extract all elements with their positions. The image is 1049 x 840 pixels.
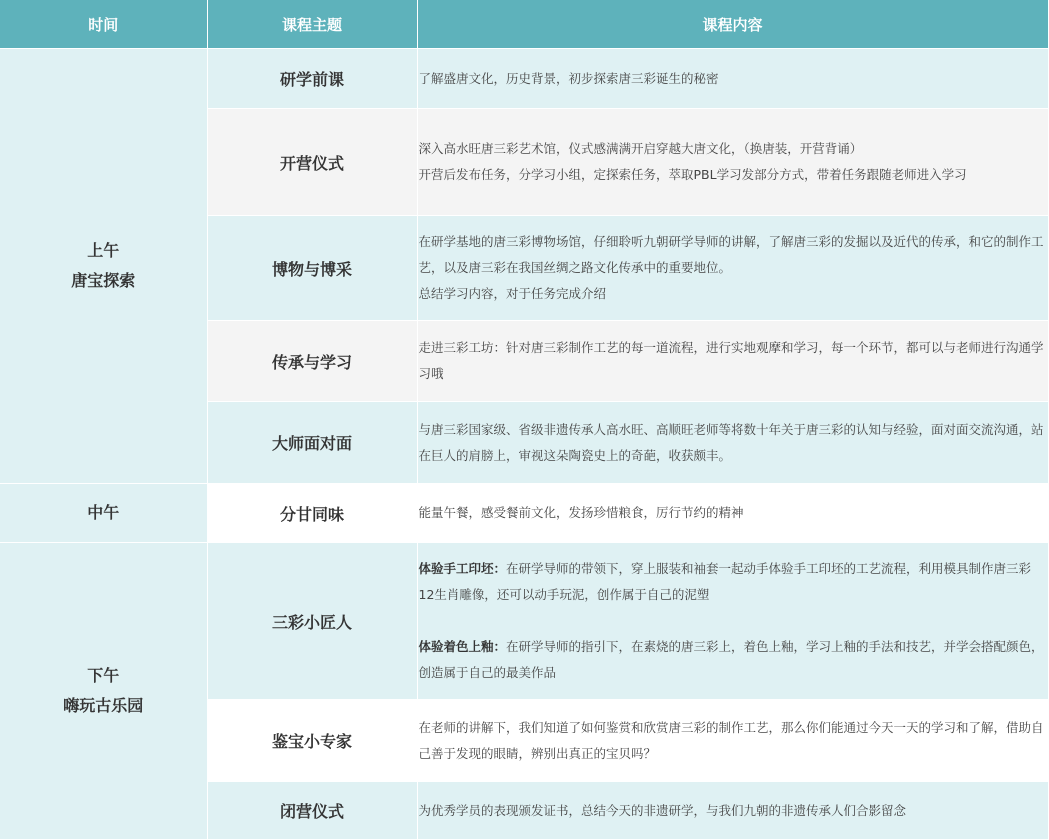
morning-label: 上午 [87, 241, 120, 260]
content-paragraph [419, 634, 1046, 686]
afternoon-sublabel: 嗨玩古乐园 [63, 696, 144, 715]
topic-cell: 博物与博采 [207, 216, 417, 321]
content-cell [417, 109, 1048, 216]
activity-title: 体验手工印坯： [418, 561, 507, 576]
content-cell [417, 782, 1048, 840]
content-cell [417, 49, 1048, 109]
table-row [0, 49, 1048, 109]
topic-cell: 闭营仪式 [207, 782, 417, 840]
header-time: 时间 [0, 0, 207, 49]
activity-description: 在研学导师的带领下，穿上服装和袖套一起动手体验手工印坯的工艺流程，利用模具制作唐三彩12生肖雕像，还可以动手玩泥，创作属于自己的泥塑 [418, 561, 1032, 602]
activity-description: 在研学导师的指引下，在素烧的唐三彩上，着色上釉，学习上釉的手法和技艺，并学会搭配颜色，创造属于自己的最美作品 [418, 639, 1044, 680]
morning-sublabel: 唐宝探索 [71, 271, 136, 290]
content-line: 在研学基地的唐三彩博物场馆，仔细聆听九朝研学导师的讲解，了解唐三彩的发掘以及近代的传承，和它的制作工艺，以及唐三彩在我国丝绸之路文化传承中的重要地位。 [418, 234, 1044, 275]
content-paragraph [419, 556, 1046, 608]
topic-cell: 传承与学习 [207, 321, 417, 402]
afternoon-label: 下午 [87, 666, 120, 685]
table-row [0, 543, 1048, 700]
topic-cell: 大师面对面 [207, 402, 417, 484]
topic-cell: 分甘同味 [207, 484, 417, 543]
time-cell-noon: 中午 [0, 484, 207, 543]
content-cell [417, 216, 1048, 321]
content-line: 能量午餐，感受餐前文化，发扬珍惜粮食，厉行节约的精神 [418, 505, 744, 520]
content-cell [417, 484, 1048, 543]
header-topic: 课程主题 [207, 0, 417, 49]
content-line: 为优秀学员的表现颁发证书，总结今天的非遗研学，与我们九朝的非遗传承人们合影留念 [418, 802, 907, 818]
content-line: 总结学习内容，对于任务完成介绍 [418, 286, 607, 301]
topic-cell: 研学前课 [207, 49, 417, 109]
time-cell-morning [0, 49, 207, 484]
content-cell [417, 321, 1048, 402]
content-line: 深入高水旺唐三彩艺术馆，仪式感满满开启穿越大唐文化，（换唐装，开营背诵） [418, 141, 863, 156]
topic-cell: 鉴宝小专家 [207, 700, 417, 782]
header-content: 课程内容 [417, 0, 1048, 49]
content-cell [417, 700, 1048, 782]
content-line: 在老师的讲解下，我们知道了如何鉴赏和欣赏唐三彩的制作工艺，那么你们能通过今天一天的学习和了解，借助自己善于发现的眼睛，辨别出真正的宝贝吗？ [418, 719, 1044, 761]
content-cell [417, 543, 1048, 700]
topic-cell: 开营仪式 [207, 109, 417, 216]
table-header-row [0, 0, 1048, 49]
time-cell-afternoon [0, 543, 207, 840]
paragraph-spacer [419, 608, 1046, 634]
topic-cell: 三彩小匠人 [207, 543, 417, 700]
content-line: 开营后发布任务，分学习小组，定探索任务，萃取PBL学习发部分方式，带着任务跟随老师进入学习 [418, 167, 967, 182]
table-row [0, 484, 1048, 543]
content-line: 与唐三彩国家级、省级非遗传承人高水旺、高顺旺老师等将数十年关于唐三彩的认知与经验，面对面交流沟通，站在巨人的肩膀上，审视这朵陶瓷史上的奇葩，收获颇丰。 [418, 421, 1044, 463]
content-line: 了解盛唐文化，历史背景，初步探索唐三彩诞生的秘密 [418, 70, 719, 86]
content-line: 走进三彩工坊：针对唐三彩制作工艺的每一道流程，进行实地观摩和学习，每一个环节，都可以与老师进行沟通学习哦 [418, 340, 1044, 381]
content-cell [417, 402, 1048, 484]
activity-title: 体验着色上釉： [418, 639, 507, 654]
